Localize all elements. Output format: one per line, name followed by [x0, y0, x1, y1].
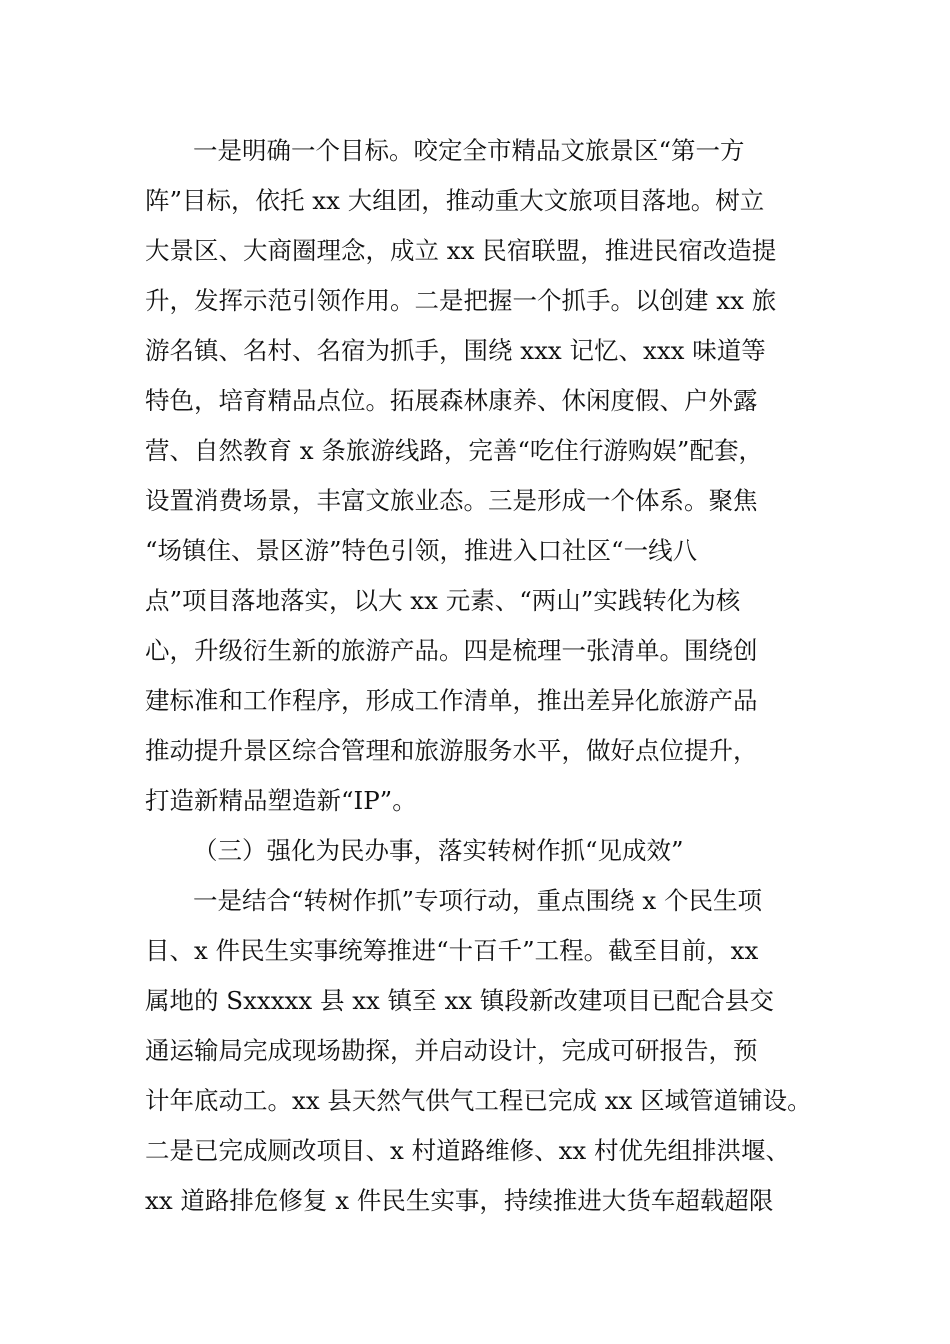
paragraph-line: 营、自然教育 x 条旅游线路，完善“吃住行游购娱”配套，: [145, 436, 763, 465]
paragraph-line: 大景区、大商圈理念，成立 xx 民宿联盟，推进民宿改造提: [145, 236, 777, 265]
paragraph-line: 阵”目标，依托 xx 大组团，推动重大文旅项目落地。树立: [145, 186, 765, 215]
paragraph-line: 点”项目落地落实，以大 xx 元素、“两山”实践转化为核: [145, 586, 741, 615]
paragraph-line: 特色，培育精品点位。拓展森林康养、休闲度假、户外露: [145, 386, 758, 415]
paragraph-line: 升，发挥示范引领作用。二是把握一个抓手。以创建 xx 旅: [145, 286, 777, 315]
paragraph-line: 游名镇、名村、名宿为抓手，围绕 xxx 记忆、xxx 味道等: [145, 336, 766, 365]
section-heading: （三）强化为民办事，落实转树作抓“见成效”: [193, 836, 684, 865]
paragraph-line: xx 道路排危修复 x 件民生实事，持续推进大货车超载超限: [145, 1186, 774, 1215]
paragraph-line: 目、x 件民生实事统筹推进“十百千”工程。截至目前，xx: [145, 936, 759, 965]
paragraph-line: 设置消费场景，丰富文旅业态。三是形成一个体系。聚焦: [145, 486, 758, 515]
paragraph-line: 属地的 Sxxxxx 县 xx 镇至 xx 镇段新改建项目已配合县交: [145, 986, 774, 1015]
paragraph-line: 二是已完成厕改项目、x 村道路维修、xx 村优先组排洪堰、: [145, 1136, 791, 1165]
paragraph-line: 一是结合“转树作抓”专项行动，重点围绕 x 个民生项: [193, 886, 762, 915]
paragraph-line: 推动提升景区综合管理和旅游服务水平，做好点位提升，: [145, 736, 758, 765]
paragraph-line: “场镇住、景区游”特色引领，推进入口社区“一线八: [145, 536, 698, 565]
paragraph-line: 建标准和工作程序，形成工作清单，推出差异化旅游产品: [145, 686, 758, 715]
paragraph-line: 打造新精品塑造新“IP”。: [145, 786, 417, 815]
paragraph-line: 通运输局完成现场勘探，并启动设计，完成可研报告，预: [145, 1036, 758, 1065]
paragraph-line: 一是明确一个目标。咬定全市精品文旅景区“第一方: [193, 136, 745, 165]
paragraph-line: 计年底动工。xx 县天然气供气工程已完成 xx 区域管道铺设。: [145, 1086, 812, 1115]
paragraph-line: 心，升级衍生新的旅游产品。四是梳理一张清单。围绕创: [145, 636, 758, 665]
